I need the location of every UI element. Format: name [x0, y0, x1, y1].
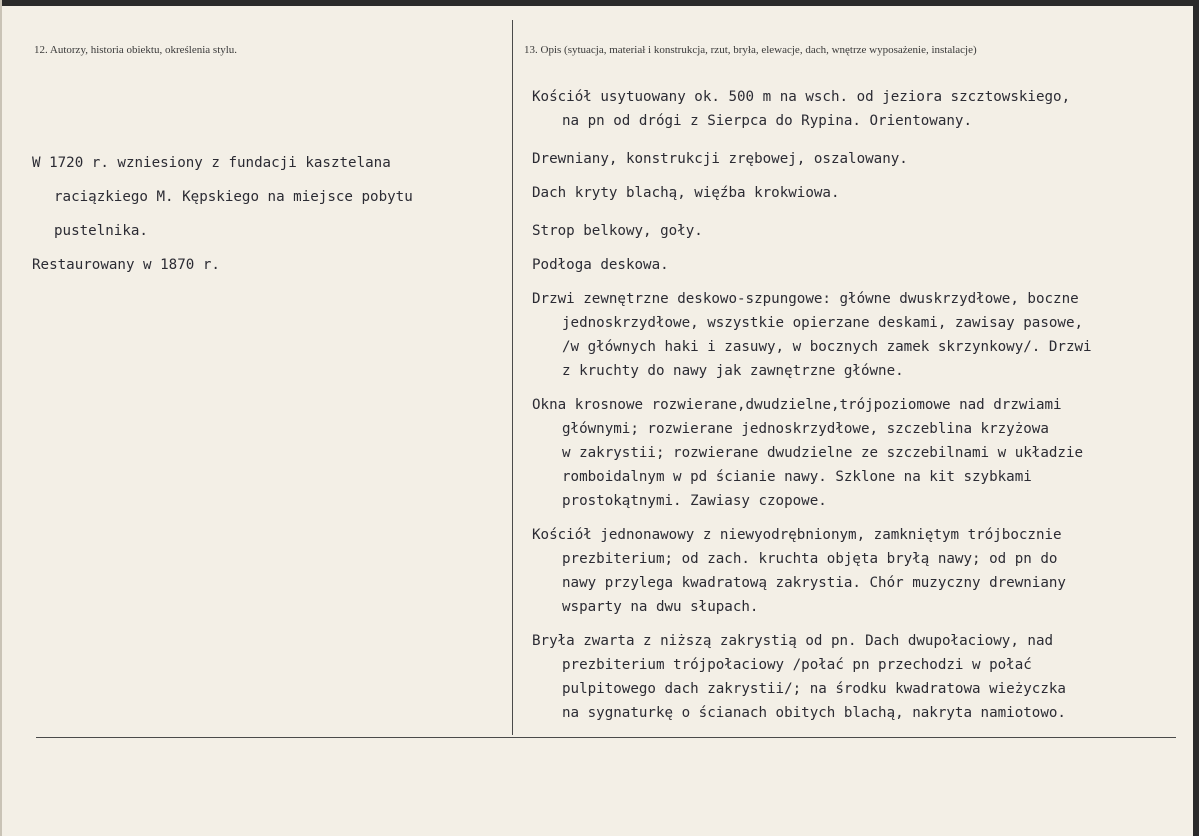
bottom-rule	[36, 737, 1176, 738]
floor-paragraph	[532, 253, 1172, 277]
windows-paragraph	[532, 393, 1172, 513]
text-line: Bryła zwarta z niższą zakrystią od pn. Dach dwupołaciowy, nad	[532, 633, 1054, 649]
plan-paragraph	[532, 523, 1172, 619]
text-line: Drewniany, konstrukcji zrębowej, oszalowany.	[532, 151, 908, 167]
text-line: Kościół usytuowany ok. 500 m na wsch. od jeziora szcztowskiego,	[532, 89, 1071, 105]
text-line: prezbiterium trójpołaciowy /połać pn przechodzi w połać	[562, 657, 1032, 673]
text-line: prostokątnymi. Zawiasy czopowe.	[562, 493, 827, 509]
scan-edge-top	[0, 0, 1199, 6]
description-column	[532, 85, 1172, 725]
text-line: /w głównych haki i zasuwy, w bocznych zamek skrzynkowy/. Drzwi	[562, 339, 1092, 355]
location-paragraph	[532, 85, 1172, 133]
text-line: Kościół jednonawowy z niewyodrębnionym, zamkniętym trójbocznie	[532, 527, 1062, 543]
text-line: z kruchty do nawy jak zawnętrzne główne.	[562, 363, 904, 379]
text-line: pulpitowego dach zakrystii/; na środku kwadratowa wieżyczka	[562, 681, 1066, 697]
text-line: jednoskrzydłowe, wszystkie opierzane deskami, zawisay pasowe,	[562, 315, 1084, 331]
construction-paragraph	[532, 147, 1172, 171]
text-line: głównymi; rozwierane jednoskrzydłowe, szczeblina krzyżowa	[562, 421, 1049, 437]
massing-paragraph	[532, 629, 1172, 725]
text-line: na pn od drógi z Sierpca do Rypina. Orientowany.	[562, 113, 972, 129]
column-divider	[512, 20, 513, 735]
roof-paragraph	[532, 181, 1172, 205]
history-paragraph	[32, 146, 502, 248]
text-line: nawy przylega kwadratową zakrystia. Chór muzyczny drewniany	[562, 575, 1066, 591]
text-line: wsparty na dwu słupach.	[562, 599, 759, 615]
doors-paragraph	[532, 287, 1172, 383]
text-line: prezbiterium; od zach. kruchta objęta bryłą nawy; od pn do	[562, 551, 1058, 567]
text-line: Restaurowany w 1870 r.	[32, 257, 220, 273]
restoration-paragraph	[32, 248, 502, 282]
text-line: Strop belkowy, goły.	[532, 223, 703, 239]
scan-edge-left	[0, 0, 2, 836]
section-12-header: 12. Autorzy, historia obiektu, określenia stylu.	[34, 44, 238, 56]
text-line: w zakrystii; rozwierane dwudzielne ze szczebilnami w układzie	[562, 445, 1084, 461]
text-line: Okna krosnowe rozwierane,dwudzielne,trójpoziomowe nad drzwiami	[532, 397, 1062, 413]
section-13-header: 13. Opis (sytuacja, materiał i konstrukcja, rzut, bryła, elewacje, dach, wnętrze wyposażenie, instalacje)	[524, 44, 977, 56]
text-line: Dach kryty blachą, więźba krokwiowa.	[532, 185, 840, 201]
text-line: Drzwi zewnętrzne deskowo-szpungowe: główne dwuskrzydłowe, boczne	[532, 291, 1079, 307]
text-line: pustelnika.	[54, 223, 148, 239]
text-line: romboidalnym w pd ścianie nawy. Szklone na kit szybkami	[562, 469, 1032, 485]
history-column	[32, 146, 502, 282]
text-line: raciązkiego M. Kępskiego na miejsce pobytu	[54, 189, 413, 205]
text-line: na sygnaturkę o ścianach obitych blachą, nakryta namiotowo.	[562, 705, 1066, 721]
text-line: Podłoga deskowa.	[532, 257, 669, 273]
scan-edge-right	[1193, 0, 1199, 836]
ceiling-paragraph	[532, 219, 1172, 243]
text-line: W 1720 r. wzniesiony z fundacji kasztelana	[32, 155, 391, 171]
